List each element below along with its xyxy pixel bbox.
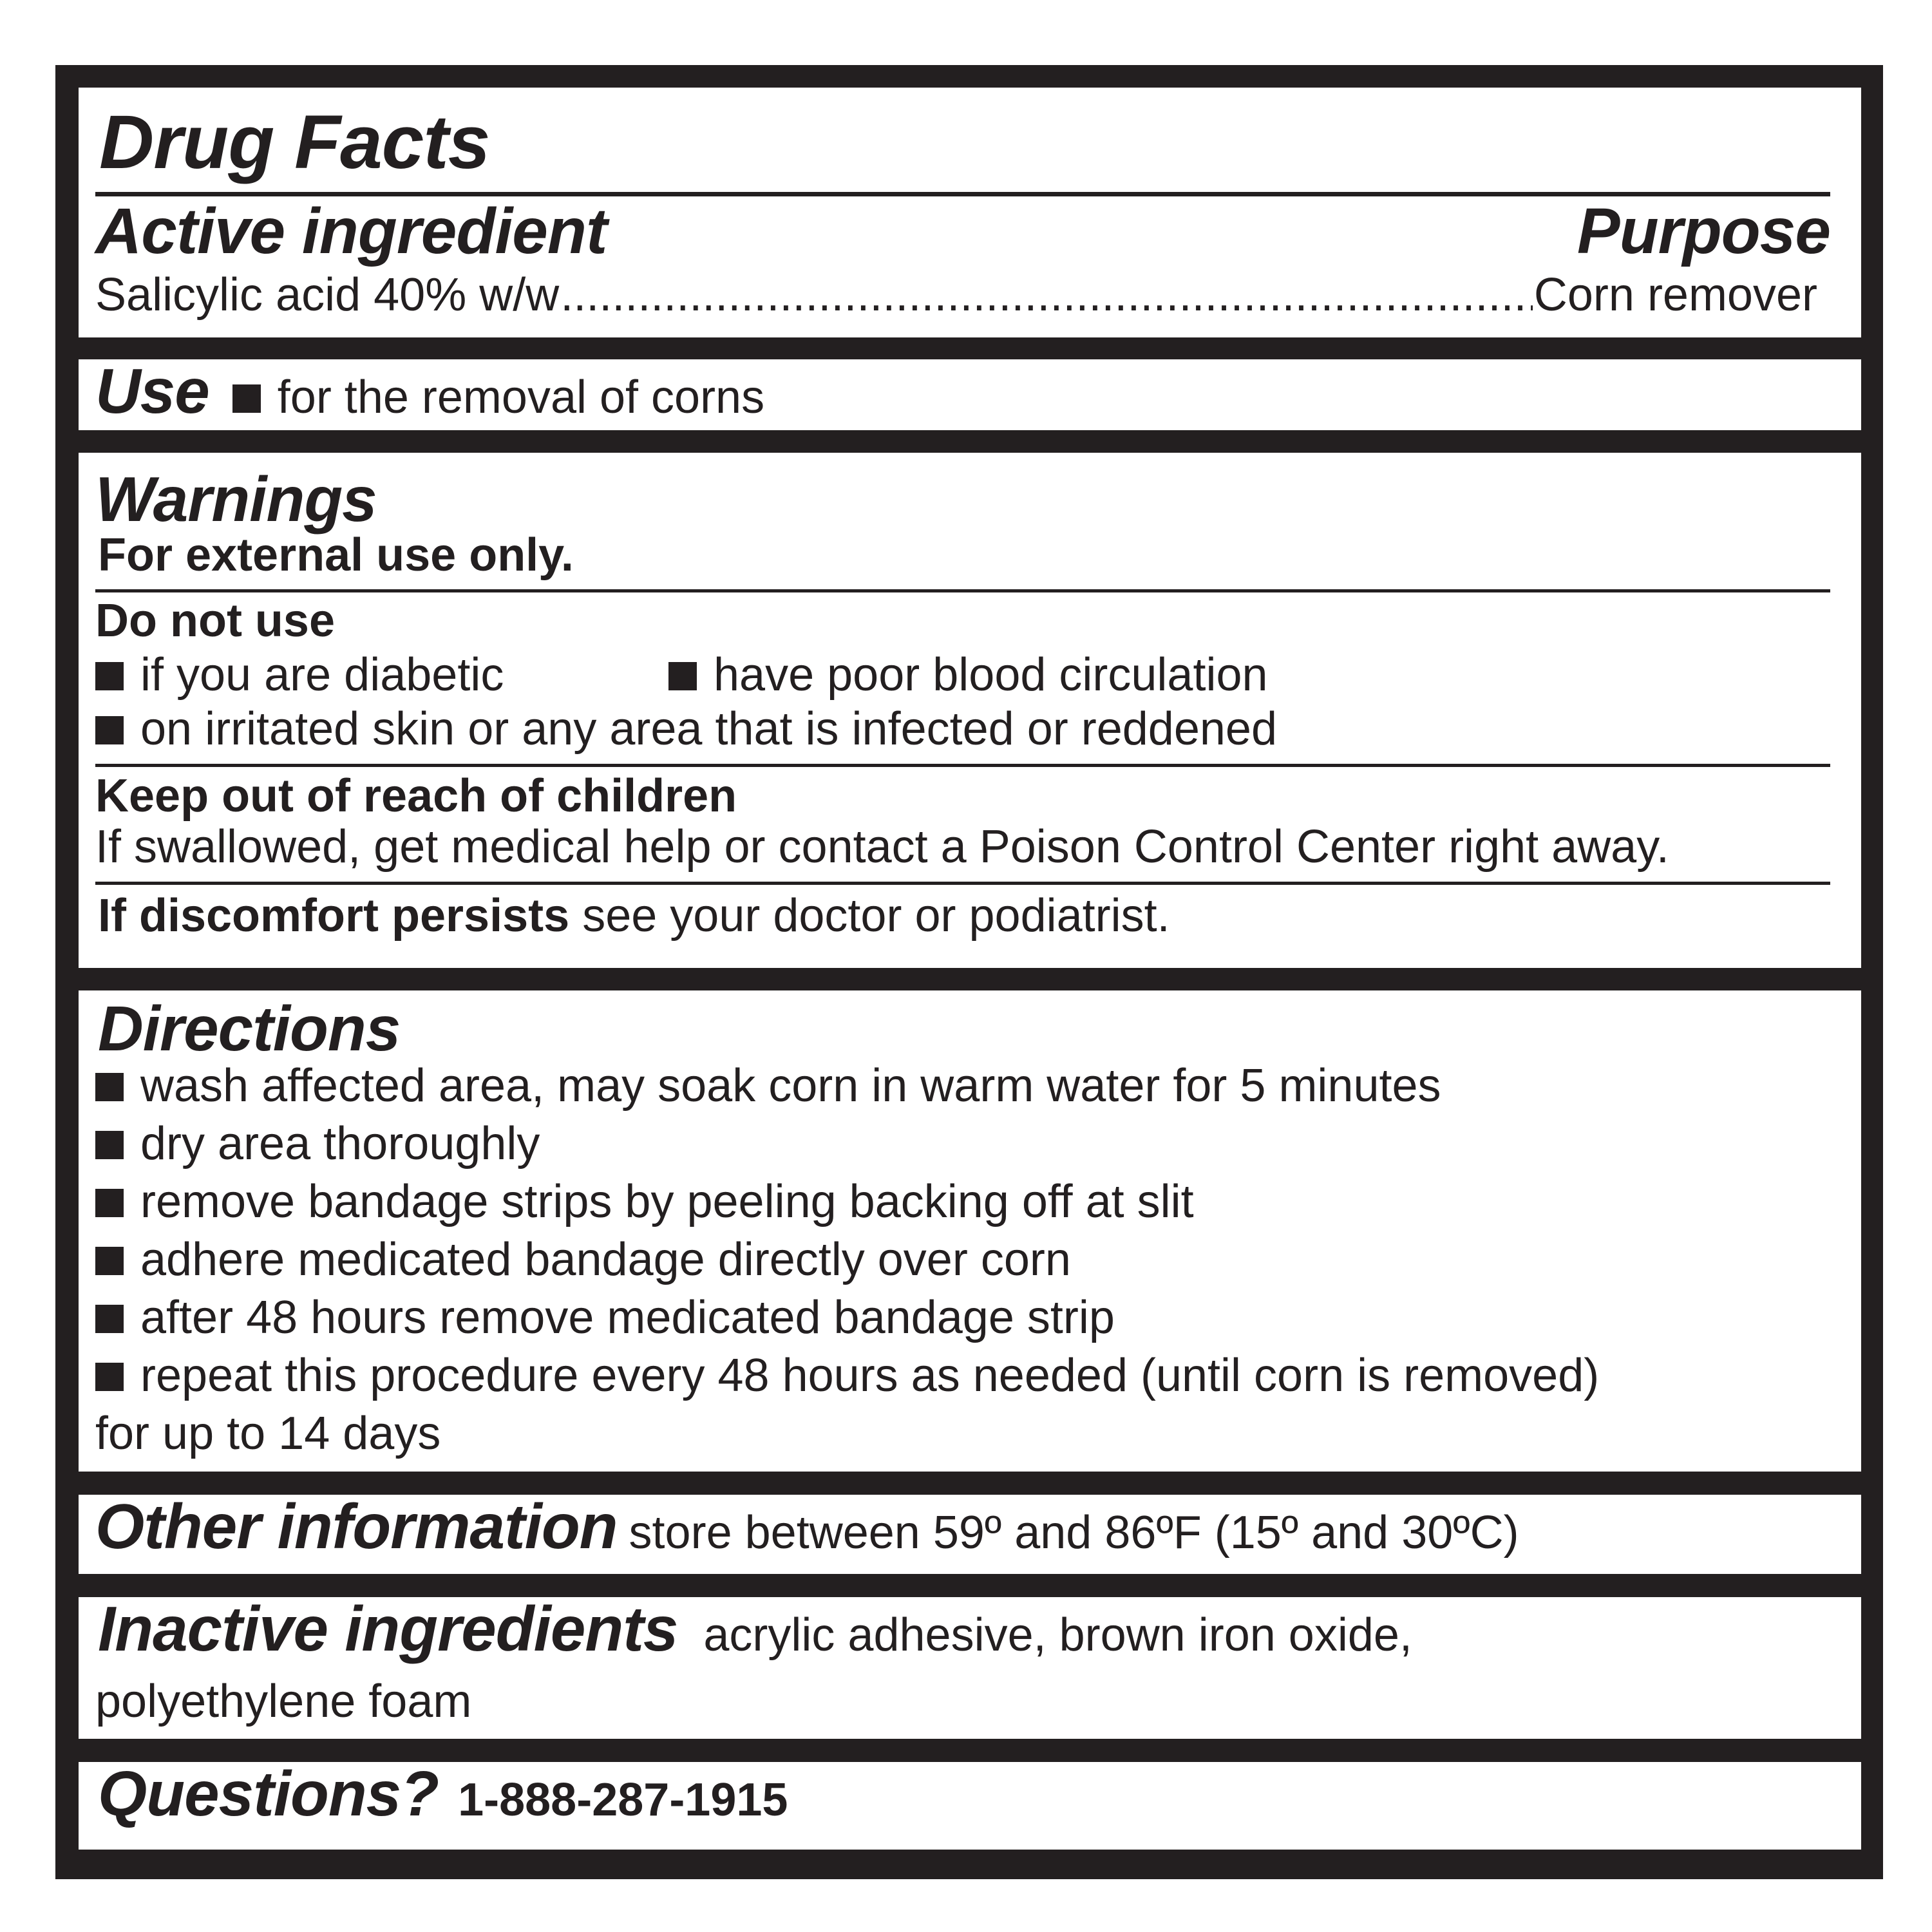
questions-phone: 1-888-287-1915: [458, 1774, 788, 1826]
other-information-panel: [79, 1491, 1861, 1574]
directions-heading: Directions: [98, 993, 401, 1064]
active-ingredient-row: [95, 266, 1817, 324]
directions-continuation: for up to 14 days: [95, 1408, 441, 1459]
discomfort-row: [95, 885, 1843, 947]
directions-item-text: remove bandage strips by peeling backing off at slit: [140, 1176, 1194, 1227]
use-item: for the removal of corns: [277, 372, 765, 423]
active-ingredient-value: Salicylic acid 40% w/w: [95, 269, 560, 321]
active-ingredient-heading-row: [95, 196, 1830, 266]
leader-dots: [560, 267, 1533, 323]
questions-row: [95, 1758, 1843, 1850]
drug-facts-header-panel: [79, 88, 1861, 337]
directions-item-text: after 48 hours remove medicated bandage strip: [140, 1292, 1115, 1343]
inactive-ingredients-heading: Inactive ingredients: [98, 1593, 678, 1664]
other-information-text: store between 59º and 86ºF (15º and 30ºC): [629, 1507, 1519, 1558]
bullet-icon: [95, 1363, 124, 1391]
directions-item-text: adhere medicated bandage directly over corn: [140, 1234, 1071, 1285]
bullet-icon: [95, 1131, 124, 1159]
external-use-text: For external use only.: [98, 529, 574, 581]
warnings-heading: Warnings: [95, 464, 377, 535]
inactive-ingredients-row: [95, 1593, 1843, 1678]
other-information-heading: Other information: [95, 1491, 618, 1562]
bullet-icon: [95, 662, 124, 690]
use-panel: [79, 355, 1861, 430]
discomfort-heading: If discomfort persists: [98, 890, 570, 942]
do-not-use-row-2: [95, 702, 1843, 756]
inactive-ingredients-text: acrylic adhesive, brown iron oxide,: [703, 1609, 1412, 1661]
bullet-icon: [95, 1189, 124, 1217]
inactive-ingredients-panel: [79, 1593, 1861, 1739]
children-text: If swallowed, get medical help or contact a Poison Control Center right away.: [95, 821, 1669, 873]
directions-panel: [79, 990, 1861, 1472]
do-not-use-item-diabetic: if you are diabetic: [140, 649, 504, 701]
bullet-icon: [95, 1305, 124, 1333]
active-ingredient-heading: Active ingredient: [95, 195, 607, 267]
do-not-use-item-circulation: have poor blood circulation: [714, 649, 1268, 701]
directions-item: [95, 1061, 1843, 1119]
warnings-divider-1: [95, 589, 1830, 592]
directions-item: [95, 1293, 1843, 1351]
purpose-heading: Purpose: [1577, 195, 1830, 267]
directions-item-text: dry area thoroughly: [140, 1118, 540, 1170]
inactive-ingredients-continuation: polyethylene foam: [95, 1676, 472, 1727]
use-heading: Use: [95, 355, 209, 426]
directions-item: [95, 1351, 1843, 1409]
bullet-icon: [95, 716, 124, 744]
directions-item: [95, 1235, 1843, 1293]
directions-item-text: wash affected area, may soak corn in warm water for 5 minutes: [140, 1060, 1441, 1112]
other-information-row: [95, 1491, 1843, 1574]
purpose-value: Corn remover: [1533, 269, 1817, 321]
questions-panel: [79, 1758, 1861, 1850]
warnings-panel: [79, 453, 1861, 968]
do-not-use-heading: Do not use: [95, 595, 335, 647]
bullet-icon: [95, 1247, 124, 1275]
questions-heading: Questions?: [98, 1758, 439, 1829]
do-not-use-row-1: [95, 648, 1843, 702]
directions-item: [95, 1177, 1843, 1235]
directions-item-text: repeat this procedure every 48 hours as needed (until corn is removed): [140, 1350, 1600, 1401]
drug-facts-title: Drug Facts: [99, 100, 490, 185]
use-row: [95, 355, 1843, 430]
children-heading: Keep out of reach of children: [95, 770, 737, 822]
do-not-use-item-irritated-skin: on irritated skin or any area that is infected or reddened: [140, 703, 1278, 755]
discomfort-text: see your doctor or podiatrist.: [582, 890, 1170, 942]
bullet-icon: [668, 662, 697, 690]
directions-item: [95, 1119, 1843, 1177]
bullet-icon: [95, 1073, 124, 1101]
bullet-icon: [232, 384, 261, 413]
